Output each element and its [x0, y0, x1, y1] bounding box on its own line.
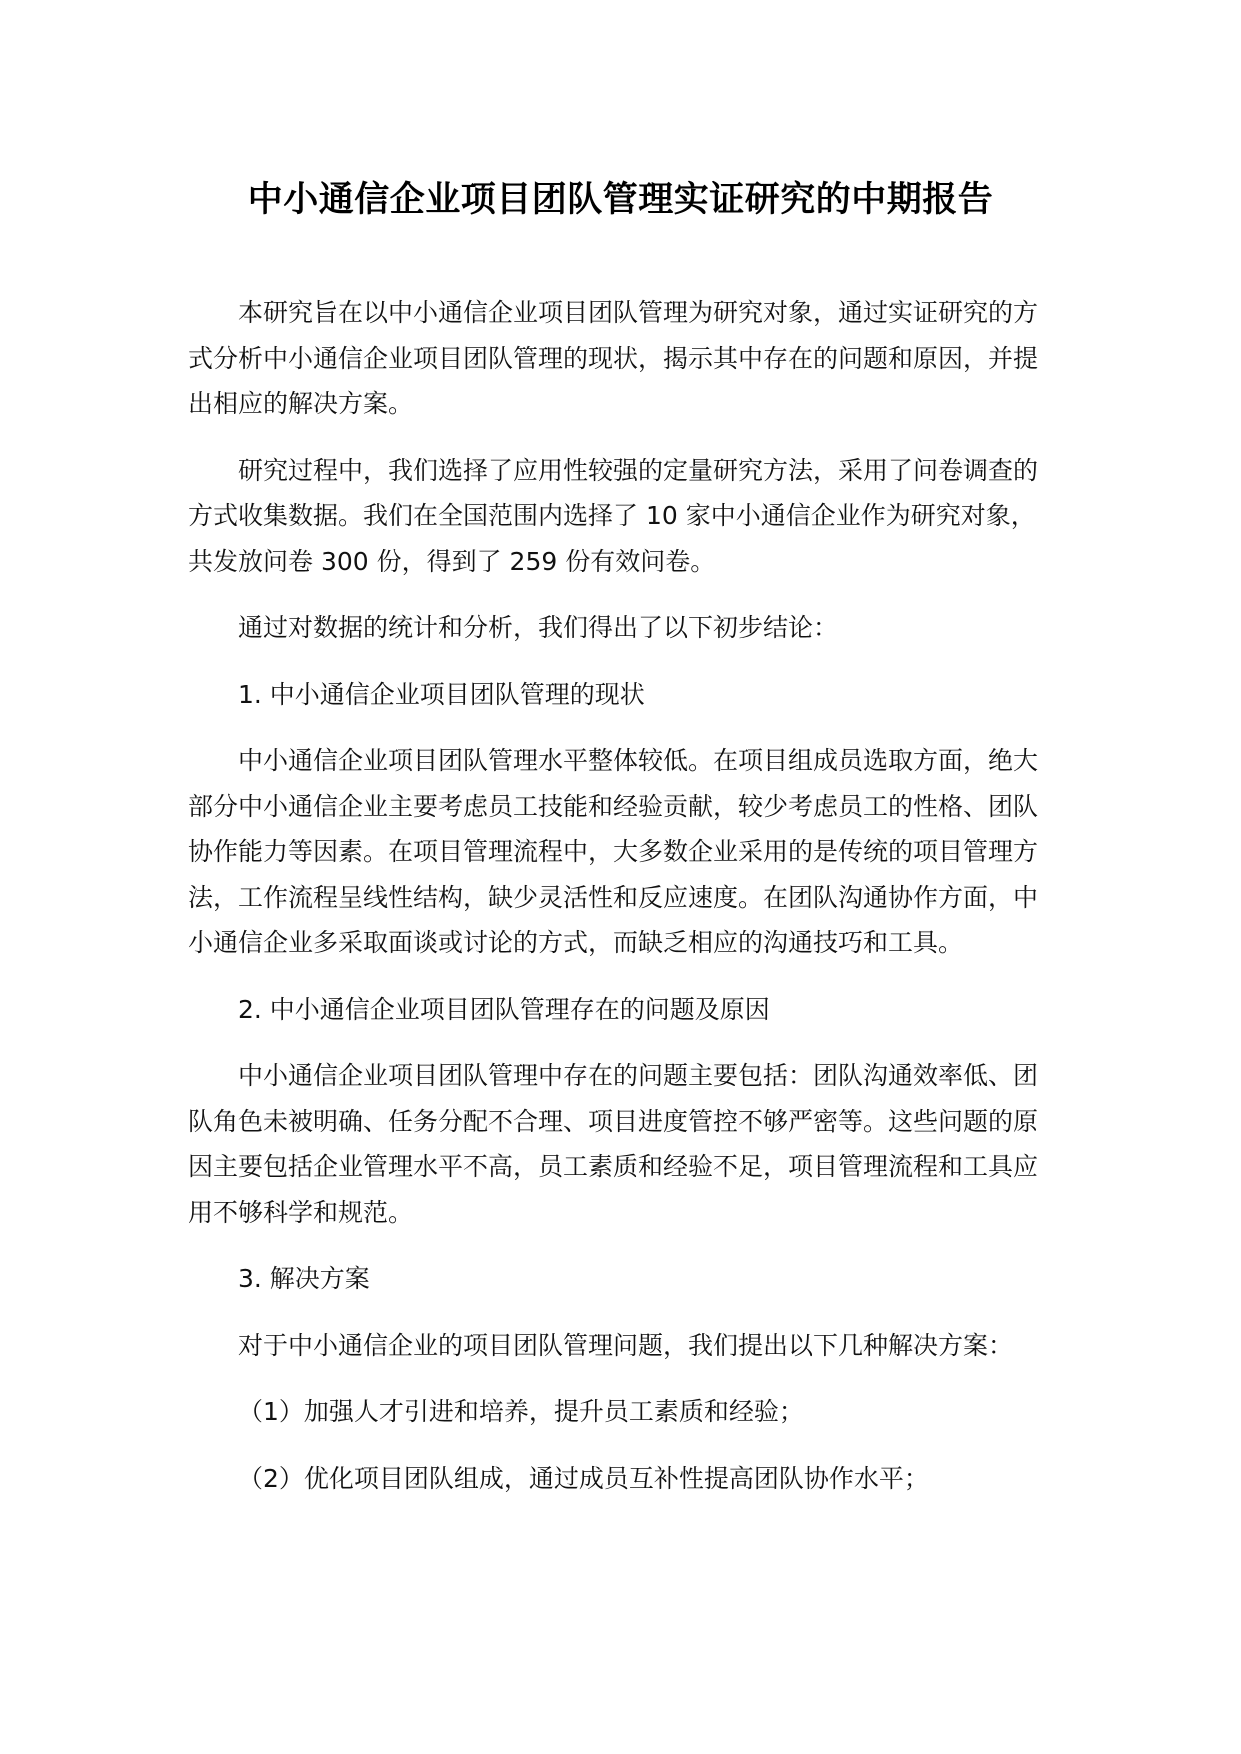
- document-body: [188, 290, 1058, 1522]
- method-paragraph: 研究过程中，我们选择了应用性较强的定量研究方法，采用了问卷调查的方式收集数据。我们在全国范围内选择了 10 家中小通信企业作为研究对象，共发放问卷 300 份，得到了 259 份有效问卷。: [188, 455, 1039, 576]
- section-2-heading: 2. 中小通信企业项目团队管理存在的问题及原因: [238, 994, 770, 1024]
- section-1-heading: 1. 中小通信企业项目团队管理的现状: [238, 679, 645, 709]
- solution-item-1: （1）加强人才引进和培养，提升员工素质和经验；: [238, 1397, 804, 1426]
- section-1-text: 中小通信企业项目团队管理水平整体较低。在项目组成员选取方面，绝大部分中小通信企业主要考虑员工技能和经验贡献，较少考虑员工的性格、团队协作能力等因素。在项目管理流程中，大多数企业采用的是传统的项目管理方法，工作流程呈线性结构，缺少灵活性和反应速度。在团队沟通协作方面，中小通信企业多采取面谈或讨论的方式，而缺乏相应的沟通技巧和工具。: [188, 746, 1039, 957]
- intro-paragraph: 本研究旨在以中小通信企业项目团队管理为研究对象，通过实证研究的方式分析中小通信企业项目团队管理的现状，揭示其中存在的问题和原因，并提出相应的解决方案。: [188, 298, 1039, 418]
- solution-item-2: （2）优化项目团队组成，通过成员互补性提高团队协作水平；: [238, 1463, 929, 1493]
- document-title: 中小通信企业项目团队管理实证研究的中期报告: [247, 180, 994, 220]
- section-3-intro: 对于中小通信企业的项目团队管理问题，我们提出以下几种解决方案：: [238, 1330, 1014, 1360]
- section-3-heading: 3. 解决方案: [238, 1264, 370, 1293]
- section-2-text: 中小通信企业项目团队管理中存在的问题主要包括：团队沟通效率低、团队角色未被明确、任务分配不合理、项目进度管控不够严密等。这些问题的原因主要包括企业管理水平不高，员工素质和经验不足，项目管理流程和工具应用不够科学和规范。: [188, 1061, 1039, 1227]
- conclusion-lead-paragraph: 通过对数据的统计和分析，我们得出了以下初步结论：: [238, 613, 839, 642]
